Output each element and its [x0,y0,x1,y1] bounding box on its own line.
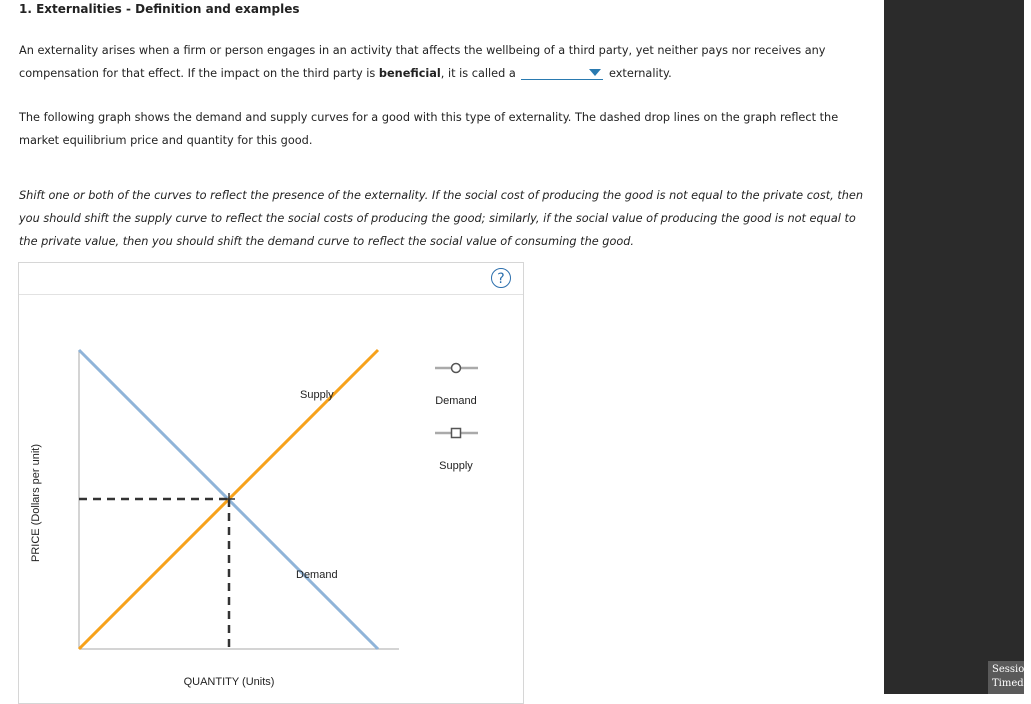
intro-text-b: , it is called a [440,67,516,80]
legend-supply-square-icon[interactable] [452,429,461,438]
x-axis-label: QUANTITY (Units) [183,676,275,688]
right-sidebar [884,0,1031,694]
timed-label: Timed [992,678,1024,689]
dropdown-caret-icon[interactable] [589,69,601,76]
instructions-paragraph: Shift one or both of the curves to reflect the presence of the externality. If the social cost of producing the good is not equal to the private cost, then you should shift the supply curve to reflect the social costs of producing the good; similarly, if the social value of producing the good is not equal to the private value, then you should shift the demand curve to reflect the social value of consuming the good. [19,189,864,248]
y-axis-label: PRICE (Dollars per unit) [30,444,42,562]
graph-panel [18,262,524,704]
help-icon[interactable]: ? [491,268,511,288]
session-timer-badge[interactable] [988,661,1031,694]
legend-demand-circle-icon[interactable] [452,364,461,373]
intro-bold-word: beneficial [378,67,441,80]
intro-text-a: An externality arises when a firm or person engages in an activity that affects the wellbeing of a third party, yet neither pays nor receives any compensation for that effect. If the impact on the third party is [19,44,826,80]
intro-text-c: externality. [609,67,672,80]
intro-paragraph [19,39,869,85]
graph-description-paragraph: The following graph shows the demand and supply curves for a good with this type of externality. The dashed drop lines on the graph reflect the market equilibrium price and quantity for this good. [19,111,839,147]
externality-type-dropdown[interactable] [521,65,603,80]
legend-supply-label: Supply [439,460,473,472]
legend-demand-label: Demand [435,395,477,407]
supply-demand-graph [19,263,523,703]
demand-curve-label: Demand [296,569,338,581]
supply-curve-label: Supply [300,389,334,401]
session-label: Session [992,664,1031,675]
question-title: 1. Externalities - Definition and examples [19,2,300,16]
